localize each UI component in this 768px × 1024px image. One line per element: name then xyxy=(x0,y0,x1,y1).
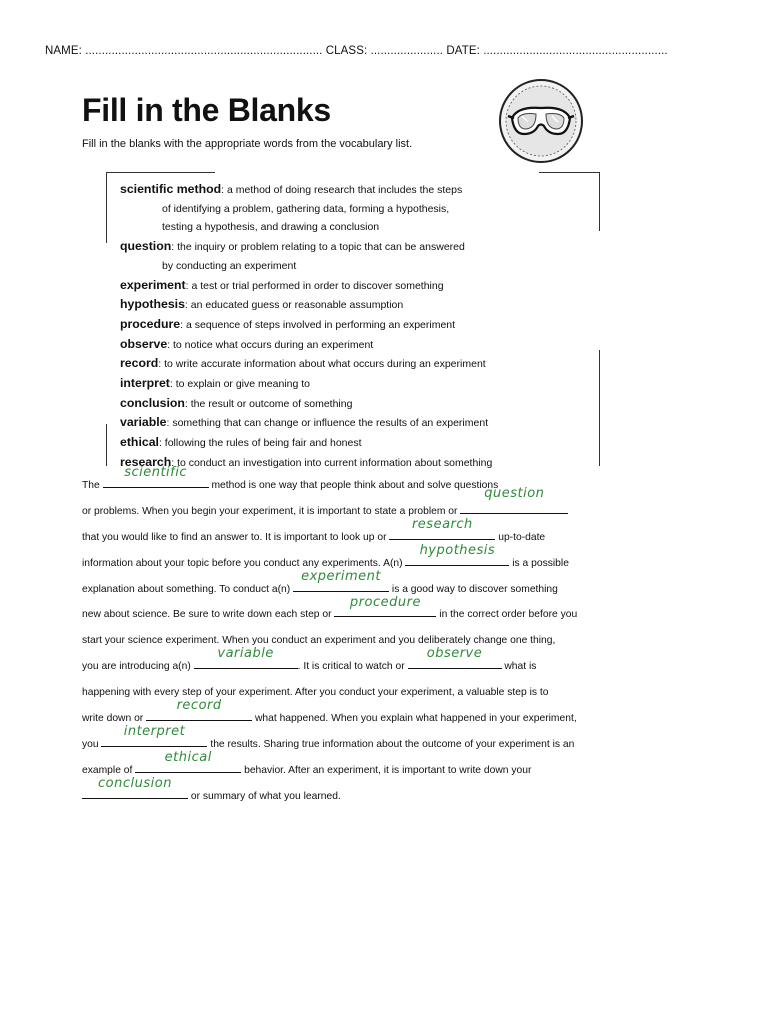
line-text: or problems. When you begin your experiment, it is important to state a problem or xyxy=(82,505,461,517)
line-text: behavior. After an experiment, it is important to write down your xyxy=(241,764,532,776)
vocab-continuation: testing a hypothesis, and drawing a conclusion xyxy=(162,221,380,234)
vocab-definition: : the inquiry or problem relating to a topic that can be answered xyxy=(171,241,465,254)
line-text: example of xyxy=(82,764,136,776)
line-text: new about science. Be sure to write down each step or xyxy=(82,609,335,621)
vocab-term: record xyxy=(120,356,159,371)
handwritten-answer: observe xyxy=(426,646,483,662)
vocab-entry xyxy=(120,237,590,257)
line-text: you xyxy=(82,738,102,750)
vocab-entry xyxy=(120,413,590,433)
instructions: Fill in the blanks with the appropriate words from the vocabulary list. xyxy=(82,138,413,150)
vocab-entry xyxy=(120,180,590,200)
vocab-term: observe xyxy=(120,336,168,351)
line-text: up-to-date xyxy=(495,531,546,543)
answer-blank[interactable] xyxy=(82,775,188,799)
vocab-definition: : the result or outcome of something xyxy=(184,397,353,410)
handwritten-answer: ethical xyxy=(164,749,212,765)
line-text: method is one way that people think about and solve questions xyxy=(208,480,499,491)
vocabulary-list xyxy=(120,180,590,473)
answer-blank[interactable] xyxy=(334,594,436,617)
line-text: is a good way to discover something xyxy=(389,583,558,595)
vocab-term: scientific method xyxy=(120,182,222,196)
line-text: write down or xyxy=(82,713,147,725)
line-text: explanation about something. To conduct a(n) xyxy=(82,583,294,595)
vocab-term: hypothesis xyxy=(120,297,185,312)
vocab-term: experiment xyxy=(120,277,186,292)
line-text: . It is critical to watch or xyxy=(297,661,408,673)
line-text: The xyxy=(82,480,103,491)
safety-goggles-icon xyxy=(498,78,584,164)
paragraph-line xyxy=(82,516,642,551)
vocab-entry xyxy=(120,394,590,414)
vocab-entry xyxy=(120,295,590,315)
answer-blank[interactable] xyxy=(408,646,502,669)
vocab-term: interpret xyxy=(120,376,170,391)
line-text: information about your topic before you conduct any experiments. A(n) xyxy=(82,557,406,569)
page-title: Fill in the Blanks xyxy=(82,92,331,128)
vocab-entry xyxy=(120,433,590,453)
vocab-definition: : to explain or give meaning to xyxy=(169,378,310,391)
vocab-definition: : to write accurate information about what occurs during an experiment xyxy=(158,358,486,371)
vocab-definition: : to notice what occurs during an experiment xyxy=(167,338,374,351)
vocab-definition: : to conduct an investigation into current information about something xyxy=(171,456,493,469)
line-text: the results. Sharing true information about the outcome of your experiment is an xyxy=(207,738,575,750)
name-label: NAME: xyxy=(45,45,82,57)
vocab-definition: : an educated guess or reasonable assumption xyxy=(184,299,404,312)
fill-in-paragraph xyxy=(82,465,642,810)
vocab-definition: : a method of doing research that includes the steps xyxy=(221,184,463,196)
line-text: what is xyxy=(501,661,537,673)
vocab-entry xyxy=(120,315,590,335)
vocab-definition: : something that can change or influence the results of an experiment xyxy=(166,417,489,430)
vocab-continuation: by conducting an experiment xyxy=(162,259,297,272)
line-text: you are introducing a(n) xyxy=(82,661,194,673)
vocab-entry xyxy=(120,354,590,374)
vocab-definition: : following the rules of being fair and honest xyxy=(158,437,362,450)
name-dots: ........................................................................ xyxy=(85,45,323,57)
box-edge-right xyxy=(599,350,600,466)
line-text: is a possible xyxy=(509,557,569,569)
line-text: happening with every step of your experiment. After you conduct your experiment, a valuable step is to xyxy=(82,687,549,699)
handwritten-answer: conclusion xyxy=(98,775,172,791)
line-text: what happened. When you explain what happened in your experiment, xyxy=(252,713,577,725)
line-text: start your science experiment. When you conduct an experiment and you deliberately change one thing, xyxy=(82,635,556,647)
answer-blank[interactable] xyxy=(405,542,509,566)
header-line xyxy=(45,45,735,57)
vocab-term: research xyxy=(120,454,172,469)
paragraph-line xyxy=(82,594,642,628)
vocab-definition: : a test or trial performed in order to discover something xyxy=(185,279,444,292)
vocab-term: variable xyxy=(120,415,167,430)
line-text: in the correct order before you xyxy=(436,609,578,621)
paragraph-line xyxy=(82,646,642,680)
handwritten-answer: interpret xyxy=(123,724,186,739)
date-label: DATE: xyxy=(446,45,480,57)
vocab-entry xyxy=(120,335,590,355)
vocab-entry xyxy=(120,374,590,394)
handwritten-answer: scientific xyxy=(124,465,188,481)
line-text: or summary of what you learned. xyxy=(188,790,341,802)
class-dots: ...................... xyxy=(370,45,444,57)
answer-blank[interactable] xyxy=(194,646,298,669)
handwritten-answer: experiment xyxy=(301,568,381,584)
vocab-term: procedure xyxy=(120,316,181,331)
vocab-entry xyxy=(120,276,590,296)
handwritten-answer: question xyxy=(484,485,545,501)
date-dots: ........................................................ xyxy=(483,45,668,57)
line-text: that you would like to find an answer to. It is important to look up or xyxy=(82,531,390,543)
vocab-term: ethical xyxy=(120,435,159,450)
handwritten-answer: hypothesis xyxy=(419,542,496,558)
answer-blank[interactable] xyxy=(103,465,209,488)
handwritten-answer: research xyxy=(411,516,473,532)
vocab-term: question xyxy=(120,239,172,254)
handwritten-answer: record xyxy=(176,698,222,714)
handwritten-answer: procedure xyxy=(349,594,421,610)
class-label: CLASS: xyxy=(325,45,368,57)
paragraph-line xyxy=(82,775,642,810)
vocab-continuation: of identifying a problem, gathering data, forming a hypothesis, xyxy=(162,202,450,215)
vocab-term: conclusion xyxy=(120,395,185,410)
paragraph-line xyxy=(82,628,642,654)
handwritten-answer: variable xyxy=(217,646,274,662)
vocab-definition: : a sequence of steps involved in performing an experiment xyxy=(180,318,456,331)
